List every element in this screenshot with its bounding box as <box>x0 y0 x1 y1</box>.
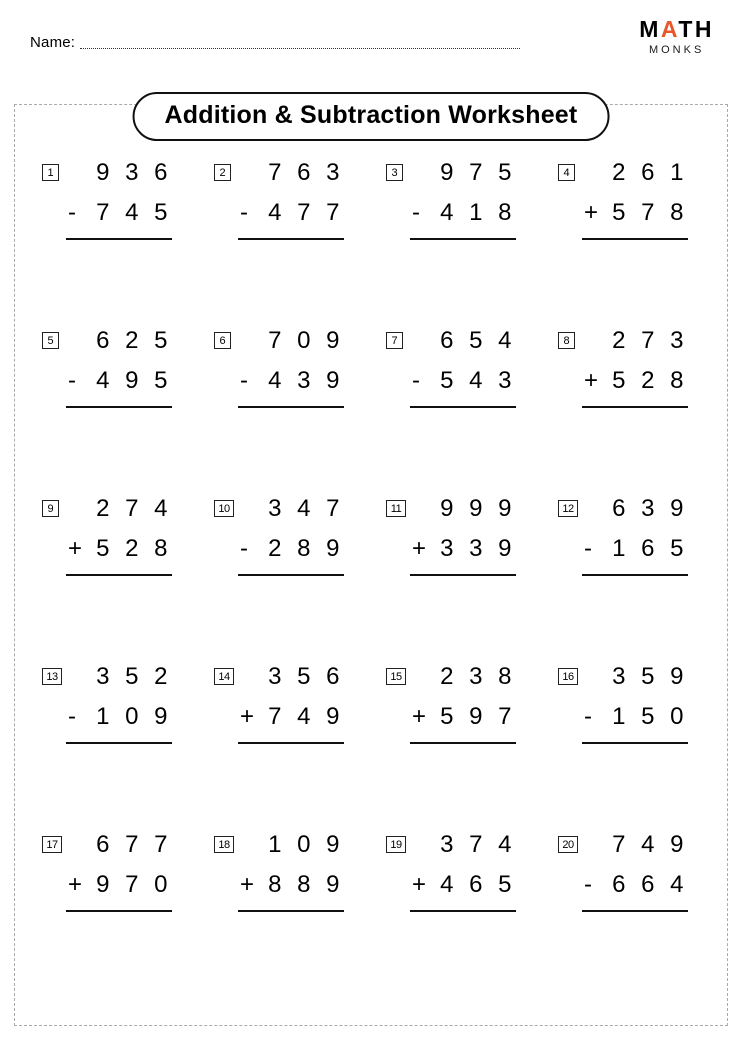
problem-cell <box>186 652 358 820</box>
operand-bottom: 2 8 9 <box>268 535 344 562</box>
problem-stack <box>66 830 172 946</box>
problem-inner <box>558 830 688 946</box>
operand-top: 9 7 5 <box>440 159 516 186</box>
problem-number: 12 <box>558 500 578 517</box>
problem-stack <box>238 158 344 274</box>
problem-cell <box>530 484 702 652</box>
problem-inner <box>42 830 172 946</box>
operand-top: 9 3 6 <box>96 159 172 186</box>
problem-cell <box>186 316 358 484</box>
operator-symbol: + <box>68 535 83 562</box>
problem-stack <box>66 494 172 610</box>
operator-symbol: + <box>584 367 599 394</box>
operand-bottom: 4 1 8 <box>440 199 516 226</box>
operand-bottom: 1 5 0 <box>612 703 688 730</box>
operand-bottom-row <box>582 198 688 240</box>
problem-number: 16 <box>558 668 578 685</box>
operand-bottom-row <box>66 198 172 240</box>
name-field-row <box>30 34 520 51</box>
operator-symbol: - <box>240 535 248 562</box>
operator-symbol: - <box>412 367 420 394</box>
logo-letters-th: TH <box>678 16 714 42</box>
problem-cell <box>14 148 186 316</box>
problem-cell <box>358 316 530 484</box>
operator-symbol: + <box>240 703 255 730</box>
operand-bottom: 7 4 9 <box>268 703 344 730</box>
operand-top: 7 0 9 <box>268 327 344 354</box>
operator-symbol: - <box>68 367 76 394</box>
problem-inner <box>214 662 344 778</box>
problem-inner <box>42 158 172 274</box>
problem-stack <box>582 830 688 946</box>
operator-symbol: + <box>240 871 255 898</box>
page-header <box>0 0 742 78</box>
operator-symbol: - <box>584 703 592 730</box>
answer-area[interactable] <box>410 408 516 442</box>
answer-area[interactable] <box>238 576 344 610</box>
operator-symbol: + <box>412 871 427 898</box>
operand-bottom: 4 7 7 <box>268 199 344 226</box>
problem-stack <box>238 830 344 946</box>
operator-symbol: - <box>240 367 248 394</box>
operand-bottom: 4 9 5 <box>96 367 172 394</box>
operand-top: 3 7 4 <box>440 831 516 858</box>
problem-cell <box>186 820 358 988</box>
problem-number: 13 <box>42 668 62 685</box>
answer-area[interactable] <box>66 408 172 442</box>
answer-area[interactable] <box>238 912 344 946</box>
problem-grid <box>14 148 728 988</box>
problem-stack <box>410 662 516 778</box>
problem-number: 3 <box>386 164 403 181</box>
problem-inner <box>214 326 344 442</box>
operand-top: 6 2 5 <box>96 327 172 354</box>
answer-area[interactable] <box>410 240 516 274</box>
problem-cell <box>186 484 358 652</box>
problem-stack <box>410 158 516 274</box>
operand-top: 3 5 2 <box>96 663 172 690</box>
operand-top: 6 5 4 <box>440 327 516 354</box>
answer-area[interactable] <box>66 744 172 778</box>
operand-bottom: 4 6 5 <box>440 871 516 898</box>
problem-inner <box>214 830 344 946</box>
operator-symbol: + <box>584 199 599 226</box>
problem-cell <box>530 820 702 988</box>
problem-number: 15 <box>386 668 406 685</box>
operand-bottom: 1 6 5 <box>612 535 688 562</box>
problem-inner <box>558 662 688 778</box>
answer-area[interactable] <box>582 408 688 442</box>
problem-cell <box>14 820 186 988</box>
operand-bottom-row <box>582 702 688 744</box>
problem-stack <box>582 158 688 274</box>
problem-cell <box>14 484 186 652</box>
operand-bottom: 5 2 8 <box>96 535 172 562</box>
problem-cell <box>14 652 186 820</box>
logo-wordmark-math <box>639 18 714 41</box>
operand-bottom: 8 8 9 <box>268 871 344 898</box>
operator-symbol: - <box>412 199 420 226</box>
problem-cell <box>186 148 358 316</box>
answer-area[interactable] <box>66 576 172 610</box>
problem-number: 17 <box>42 836 62 853</box>
operand-bottom: 3 3 9 <box>440 535 516 562</box>
problem-inner <box>558 494 688 610</box>
problem-cell <box>530 148 702 316</box>
operand-top: 2 7 3 <box>612 327 688 354</box>
operator-symbol: - <box>68 199 76 226</box>
problem-inner <box>42 494 172 610</box>
operand-bottom-row <box>582 870 688 912</box>
operator-symbol: - <box>584 535 592 562</box>
operand-top: 7 4 9 <box>612 831 688 858</box>
answer-area[interactable] <box>238 744 344 778</box>
answer-area[interactable] <box>410 576 516 610</box>
problem-inner <box>386 326 516 442</box>
problem-cell <box>530 652 702 820</box>
problem-stack <box>66 158 172 274</box>
operand-bottom-row <box>238 534 344 576</box>
operand-bottom-row <box>66 534 172 576</box>
problem-stack <box>410 326 516 442</box>
problem-stack <box>582 494 688 610</box>
logo-wordmark-monks: MONKS <box>648 44 705 56</box>
problem-number: 10 <box>214 500 234 517</box>
problem-cell <box>14 316 186 484</box>
problem-number: 14 <box>214 668 234 685</box>
operand-bottom-row <box>238 870 344 912</box>
answer-area[interactable] <box>582 240 688 274</box>
operand-bottom-row <box>238 198 344 240</box>
problem-stack <box>66 662 172 778</box>
operand-bottom-row <box>582 366 688 408</box>
operand-top: 3 5 9 <box>612 663 688 690</box>
logo-letter-m: M <box>639 16 661 42</box>
problem-cell <box>530 316 702 484</box>
problem-inner <box>386 662 516 778</box>
operator-symbol: - <box>584 871 592 898</box>
operand-top: 1 0 9 <box>268 831 344 858</box>
problem-inner <box>214 158 344 274</box>
operand-bottom: 1 0 9 <box>96 703 172 730</box>
operator-symbol: + <box>412 535 427 562</box>
problem-number: 8 <box>558 332 575 349</box>
operand-bottom-row <box>410 366 516 408</box>
problem-stack <box>238 326 344 442</box>
operator-symbol: - <box>240 199 248 226</box>
problem-inner <box>386 158 516 274</box>
operand-bottom-row <box>410 534 516 576</box>
problem-number: 19 <box>386 836 406 853</box>
answer-area[interactable] <box>238 408 344 442</box>
problem-stack <box>66 326 172 442</box>
problem-stack <box>238 494 344 610</box>
problem-cell <box>358 820 530 988</box>
operand-bottom-row <box>66 702 172 744</box>
problem-inner <box>558 158 688 274</box>
operator-symbol: - <box>68 703 76 730</box>
problem-cell <box>358 652 530 820</box>
problem-inner <box>42 662 172 778</box>
operand-top: 7 6 3 <box>268 159 344 186</box>
operand-top: 3 4 7 <box>268 495 344 522</box>
operand-bottom: 5 7 8 <box>612 199 688 226</box>
problem-cell <box>358 148 530 316</box>
operator-symbol: + <box>412 703 427 730</box>
answer-area[interactable] <box>238 240 344 274</box>
answer-area[interactable] <box>582 912 688 946</box>
operand-top: 6 7 7 <box>96 831 172 858</box>
logo-letter-a-accent: A <box>660 16 679 42</box>
operand-bottom-row <box>66 366 172 408</box>
problem-number: 5 <box>42 332 59 349</box>
problem-inner <box>386 830 516 946</box>
problem-cell <box>358 484 530 652</box>
operand-bottom: 9 7 0 <box>96 871 172 898</box>
operand-bottom: 5 2 8 <box>612 367 688 394</box>
problem-stack <box>582 662 688 778</box>
operand-bottom-row <box>410 198 516 240</box>
problem-inner <box>214 494 344 610</box>
answer-area[interactable] <box>410 744 516 778</box>
operand-bottom: 6 6 4 <box>612 871 688 898</box>
operand-bottom: 5 4 3 <box>440 367 516 394</box>
answer-area[interactable] <box>582 576 688 610</box>
problem-number: 11 <box>386 500 406 517</box>
problem-number: 9 <box>42 500 59 517</box>
problem-number: 18 <box>214 836 234 853</box>
problem-number: 2 <box>214 164 231 181</box>
problem-stack <box>582 326 688 442</box>
page-title: Addition & Subtraction Worksheet <box>164 101 578 129</box>
problem-stack <box>410 494 516 610</box>
operand-bottom-row <box>66 870 172 912</box>
worksheet-title-pill <box>133 92 610 141</box>
problem-inner <box>42 326 172 442</box>
operand-top: 6 3 9 <box>612 495 688 522</box>
problem-number: 4 <box>558 164 575 181</box>
operand-bottom: 5 9 7 <box>440 703 516 730</box>
answer-area[interactable] <box>582 744 688 778</box>
answer-area[interactable] <box>410 912 516 946</box>
operand-top: 2 7 4 <box>96 495 172 522</box>
operand-bottom-row <box>410 702 516 744</box>
operand-bottom: 7 4 5 <box>96 199 172 226</box>
name-label: Name: <box>30 34 76 51</box>
problem-number: 6 <box>214 332 231 349</box>
operator-symbol: + <box>68 871 83 898</box>
answer-area[interactable] <box>66 240 172 274</box>
operand-bottom: 4 3 9 <box>268 367 344 394</box>
answer-area[interactable] <box>66 912 172 946</box>
problem-inner <box>386 494 516 610</box>
problem-stack <box>238 662 344 778</box>
operand-top: 3 5 6 <box>268 663 344 690</box>
operand-top: 9 9 9 <box>440 495 516 522</box>
problem-number: 20 <box>558 836 578 853</box>
operand-bottom-row <box>410 870 516 912</box>
operand-bottom-row <box>238 366 344 408</box>
operand-bottom-row <box>238 702 344 744</box>
problem-inner <box>558 326 688 442</box>
problem-stack <box>410 830 516 946</box>
operand-top: 2 3 8 <box>440 663 516 690</box>
problem-number: 7 <box>386 332 403 349</box>
math-monks-logo <box>639 18 714 56</box>
operand-bottom-row <box>582 534 688 576</box>
name-input-line[interactable] <box>80 47 520 49</box>
operand-top: 2 6 1 <box>612 159 688 186</box>
problem-number: 1 <box>42 164 59 181</box>
